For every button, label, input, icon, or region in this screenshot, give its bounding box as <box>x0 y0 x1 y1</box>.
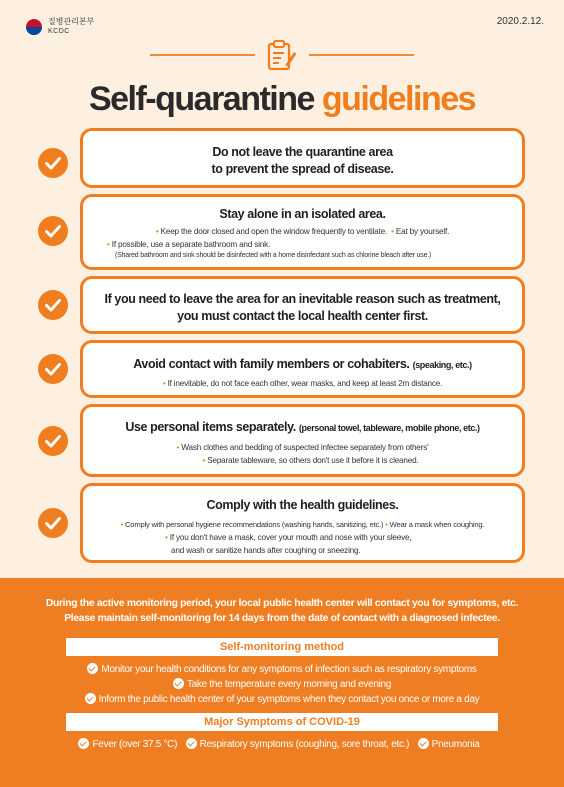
check-circle-icon <box>78 738 89 749</box>
check-icon <box>38 508 68 538</box>
guideline-item-stay-in-area <box>80 128 525 188</box>
check-circle-icon <box>418 738 429 749</box>
clipboard-icon <box>264 38 298 72</box>
divider-right <box>309 54 414 56</box>
guideline-title: If you need to leave the area for an inevitable reason such as treatment, <box>104 292 501 306</box>
monitoring-item: Take the temperature every morning and evening <box>0 677 564 692</box>
guideline-bullet: • If you don't have a mask, cover your mouth and nose with your sleeve, <box>165 533 412 542</box>
guideline-bullet-continued: and wash or sanitize hands after coughing or sneezing. <box>171 546 361 555</box>
guideline-title: you must contact the local health center first. <box>177 309 428 323</box>
kcdc-logo <box>26 18 94 35</box>
monitoring-item: Monitor your health conditions for any symptoms of infection such as respiratory symptoms <box>0 662 564 677</box>
guideline-note: (Shared bathroom and sink should be disinfected with a home disinfectant such as chlorine bleach after use.) <box>115 252 432 259</box>
symptom-item: Pneumonia <box>418 739 480 750</box>
guideline-item-contact-health-center <box>80 276 525 334</box>
guideline-bullet: • Comply with personal hygiene recommendations (washing hands, sanitizing, etc.) • Wear a mask when coughing. <box>120 520 485 529</box>
taegeuk-icon <box>26 19 42 35</box>
symptom-item: Respiratory symptoms (coughing, sore throat, etc.) <box>186 739 410 750</box>
guideline-bullet: • Wash clothes and bedding of suspected infectee separately from others' <box>176 443 429 452</box>
guideline-item-stay-alone <box>80 194 525 270</box>
self-monitoring-heading: Self-monitoring method <box>66 638 498 656</box>
title-part1: Self-quarantine <box>88 80 314 118</box>
guideline-title: Avoid contact with family members or cohabiters. (speaking, etc.) <box>133 357 472 371</box>
guideline-item-avoid-contact <box>80 340 525 398</box>
symptoms-heading: Major Symptoms of COVID-19 <box>66 713 498 731</box>
check-circle-icon <box>173 678 184 689</box>
issue-date: 2020.2.12. <box>496 16 544 27</box>
check-circle-icon <box>186 738 197 749</box>
guideline-title: to prevent the spread of disease. <box>211 162 394 176</box>
guideline-title: Do not leave the quarantine area <box>212 145 393 159</box>
guideline-bullet: • Keep the door closed and open the window frequently to ventilate. • Eat by yourself. <box>155 227 450 236</box>
check-icon <box>38 148 68 178</box>
check-icon <box>38 426 68 456</box>
header <box>0 0 564 40</box>
symptom-item: Fever (over 37.5 °C) <box>78 739 177 750</box>
guideline-title: Comply with the health guidelines. <box>206 498 399 512</box>
divider-left <box>150 54 255 56</box>
monitoring-panel <box>0 578 564 787</box>
check-circle-icon <box>87 663 98 674</box>
org-name-korean: 질병관리본부 <box>48 17 95 26</box>
guideline-bullet: • If possible, use a separate bathroom and sink. <box>107 240 271 249</box>
guideline-bullet: • If inevitable, do not face each other, wear masks, and keep at least 2m distance. <box>162 379 443 388</box>
check-icon <box>38 216 68 246</box>
guideline-item-personal-items <box>80 404 525 477</box>
guideline-item-health-guidelines <box>80 483 525 563</box>
monitoring-item: Inform the public health center of your symptoms when they contact you once or more a day <box>0 692 564 707</box>
page-title <box>0 80 564 119</box>
title-part2: guidelines <box>321 80 476 118</box>
self-monitoring-list <box>0 662 564 707</box>
org-name-english: KCDC <box>48 28 70 35</box>
monitoring-notice: During the active monitoring period, your local public health center will contact you for symptoms, etc. Please maintain self-monitoring for 14 days from the date of contact with a diagnosed infectee. <box>45 598 519 624</box>
check-circle-icon <box>85 693 96 704</box>
guideline-bullet: • Separate tableware, so others don't use it before it is cleaned. <box>202 456 419 465</box>
symptoms-list <box>0 737 564 752</box>
title-decoration <box>0 36 564 72</box>
check-icon <box>38 354 68 384</box>
check-icon <box>38 290 68 320</box>
guideline-title: Use personal items separately. (personal towel, tableware, mobile phone, etc.) <box>125 420 480 434</box>
guideline-title: Stay alone in an isolated area. <box>219 207 386 221</box>
